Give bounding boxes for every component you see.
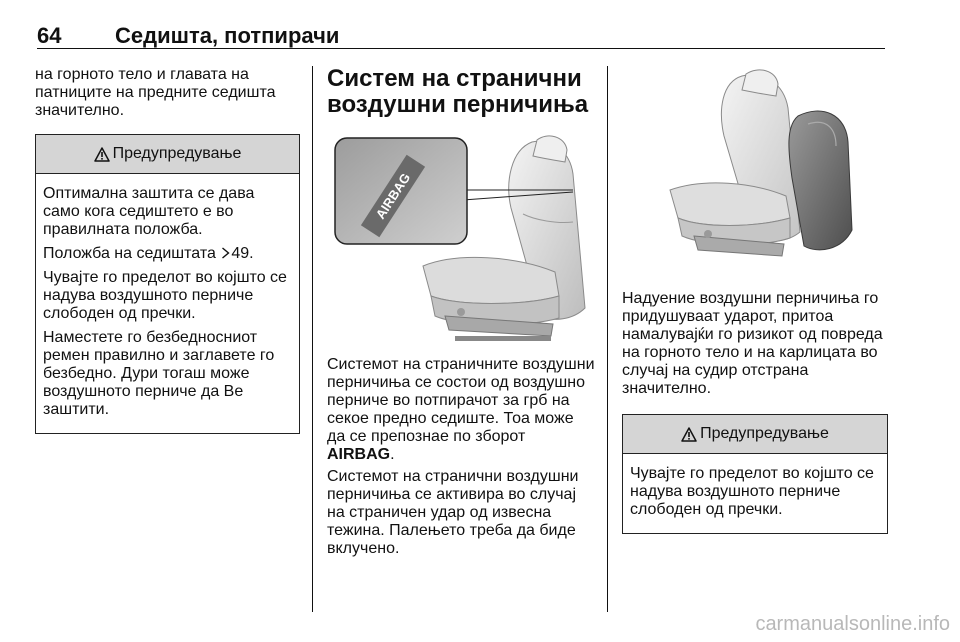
column-2 <box>327 66 595 562</box>
page-number: 64 <box>37 23 62 48</box>
warning-paragraph: Оптимална заштита се дава само кога седиштето е во правилната положба. <box>43 185 255 238</box>
warning-paragraph: Чувајте го пределот во којшто се надува воздушното перниче слободен од пречки. <box>630 465 874 518</box>
column-3 <box>622 66 888 534</box>
warning-body <box>623 454 887 533</box>
warning-ref-page[interactable]: 49. <box>231 245 254 262</box>
intro-paragraph: на горното тело и главата на патниците на предните седишта значително. <box>35 66 276 119</box>
warning-triangle-icon <box>681 427 697 442</box>
airbag-label: AIRBAG <box>372 170 414 222</box>
warning-header <box>623 415 887 454</box>
warning-ref-text: Положба на седиштата <box>43 245 216 262</box>
warning-paragraph: Чувајте го пределот во којшто се надува воздушното перниче слободен од пречки. <box>43 269 287 322</box>
warning-body <box>36 174 299 433</box>
warning-paragraph-ref <box>43 245 292 263</box>
body-text: Системот на страничните воздушни перничиња се состои од воздушно перниче во потпирачот за грб на секое предно седиште. Тоа може да се препознае по зборот <box>327 356 595 445</box>
column-1 <box>35 66 300 434</box>
column-divider <box>312 66 313 612</box>
watermark: carmanualsonline.info <box>755 613 950 635</box>
body-paragraph <box>327 356 595 464</box>
body-paragraph: Системот на странични воздушни перничиња се активира во случај на страничен удар од извесна тежина. Палењето треба да биде вклучено. <box>327 468 579 557</box>
warning-box <box>622 414 888 534</box>
page-reference-arrow-icon <box>221 247 230 259</box>
warning-triangle-icon <box>94 147 110 162</box>
section-heading: Систем на странични воздушни перничиња <box>327 65 589 118</box>
warning-paragraph: Наместете го безбедносниот ремен правилно и заглавете го безбедно. Дури тогаш може воздушното перниче да Ве заштити. <box>43 329 275 418</box>
seat-illustration-svg <box>327 130 595 352</box>
chapter-title: Седишта, потпирачи <box>115 23 340 48</box>
deployed-illustration-svg <box>622 66 888 278</box>
airbag-word: AIRBAG <box>327 446 391 463</box>
body-text-end: . <box>390 446 395 463</box>
page-header <box>37 24 885 49</box>
body-paragraph: Надуение воздушни перничиња го придушуваат ударот, притоа намалувајќи го ризикот од повреда на горното тело и на карлицата во случај на судир отстрана значително. <box>622 290 883 397</box>
warning-header <box>36 135 299 174</box>
seat-airbag-deployed-illustration <box>622 66 888 278</box>
warning-box <box>35 134 300 434</box>
column-divider <box>607 66 608 612</box>
seat-airbag-label-illustration <box>327 130 595 352</box>
warning-title: Предупредување <box>700 425 829 442</box>
warning-title: Предупредување <box>112 145 242 162</box>
